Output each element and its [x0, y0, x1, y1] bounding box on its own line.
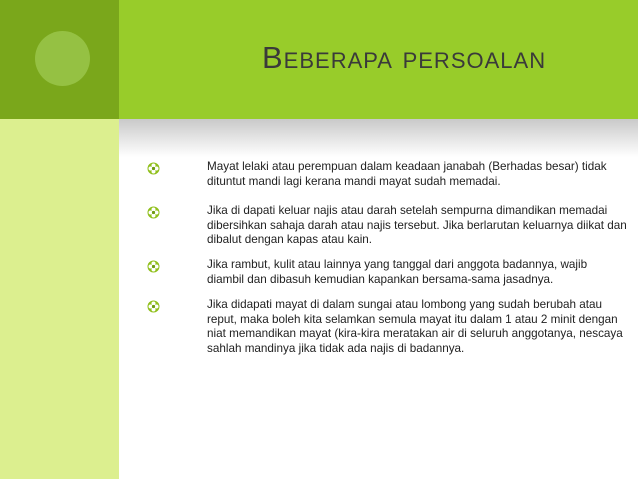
flower-bullet-icon — [147, 206, 160, 219]
slide-title: Beberapa persoalan — [262, 40, 547, 75]
bullet-text: Jika rambut, kulit atau lainnya yang tanggal dari anggota badannya, wajib diambil dan dibasuh kemudian kapankan bersama-sama jasadnya. — [207, 258, 588, 286]
flower-bullet-icon — [147, 162, 160, 175]
bullet-text: Jika di dapati keluar najis atau darah setelah sempurna dimandikan memadai dibersihkan sahaja darah atau najis tersebut. Jika berlarutan keluarnya diikat dan dibalut dengan kapas atau kain. — [207, 204, 627, 247]
bullet-text: Jika didapati mayat di dalam sungai atau lombong yang sudah berubah atau reput, maka boleh kita selamkan semula mayat itu dalam 1 atau 2 minit dengan niat memandikan mayat (kira-kira meratakan air di seluruh anggotanya, nescaya sahlah mandinya jika tidak ada najis di badannya. — [207, 298, 623, 355]
flower-bullet-icon — [147, 260, 160, 273]
flower-bullet-icon — [147, 300, 160, 313]
bullet-text: Mayat lelaki atau perempuan dalam keadaan janabah (Berhadas besar) tidak dituntut mandi lagi kerana mandi mayat sudah memadai. — [207, 160, 607, 188]
